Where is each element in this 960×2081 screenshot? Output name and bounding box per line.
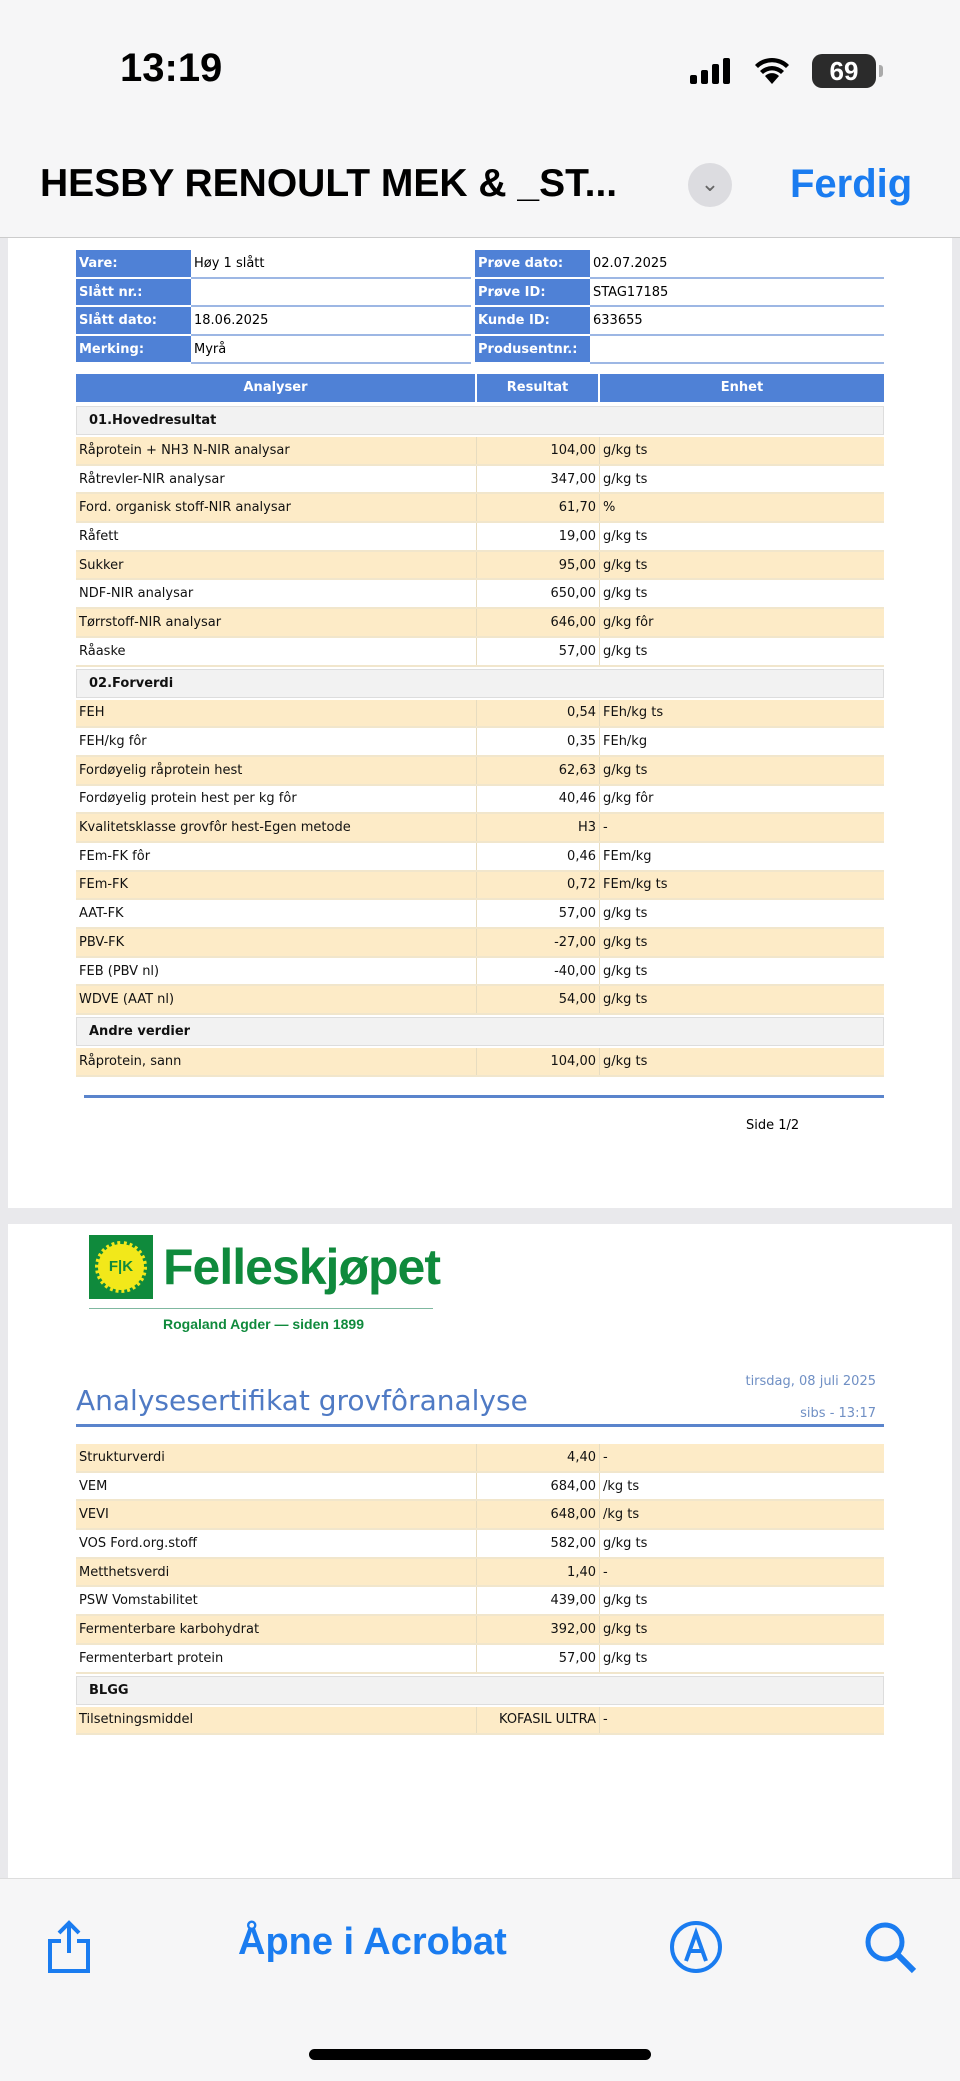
- unit: g/kg ts: [603, 1650, 648, 1666]
- unit: -: [603, 1449, 608, 1465]
- result-value: 646,00: [477, 609, 600, 636]
- unit: g/kg ts: [603, 992, 648, 1008]
- page-number: Side 1/2: [746, 1118, 800, 1133]
- analysis-name: VOS Ford.org.stoff: [76, 1530, 477, 1557]
- unit: g/kg ts: [603, 471, 648, 487]
- result-value: 392,00: [477, 1616, 600, 1643]
- header-resultat: Resultat: [477, 374, 600, 402]
- info-row: [76, 307, 884, 336]
- battery-icon: 69: [812, 54, 876, 88]
- certificate-title: Analysesertifikat grovfôranalyse: [76, 1384, 528, 1417]
- result-value: 0,54: [477, 700, 600, 727]
- analysis-name: VEM: [76, 1473, 477, 1500]
- analysis-name: FEB (PBV nl): [76, 958, 477, 985]
- logo-divider: [89, 1308, 433, 1309]
- table-row: [76, 728, 884, 757]
- table-row: [76, 700, 884, 729]
- info-label: Merking:: [76, 336, 191, 365]
- table-row: [76, 494, 884, 523]
- info-label: Slått dato:: [76, 307, 191, 336]
- result-value: 1,40: [477, 1559, 600, 1586]
- table-row: [76, 958, 884, 987]
- result-value: 57,00: [477, 1645, 600, 1672]
- home-indicator[interactable]: [309, 2049, 651, 2060]
- results-table-continued: [76, 1444, 884, 1735]
- unit: -: [603, 1712, 608, 1728]
- results-table-header: [76, 374, 884, 402]
- result-value: 54,00: [477, 986, 600, 1013]
- clock: 13:19: [120, 46, 223, 90]
- unit: /kg ts: [603, 1507, 640, 1523]
- result-value: -40,00: [477, 958, 600, 985]
- result-value: 650,00: [477, 580, 600, 607]
- table-row: [76, 1444, 884, 1473]
- analysis-name: AAT-FK: [76, 900, 477, 927]
- unit: FEh/kg: [603, 734, 648, 750]
- table-row: [76, 437, 884, 466]
- footer-divider: [84, 1095, 884, 1098]
- unit: %: [603, 500, 616, 516]
- table-row: [76, 786, 884, 815]
- table-row: [76, 1587, 884, 1616]
- info-value: Myrå: [191, 336, 471, 365]
- table-row: [76, 929, 884, 958]
- table-row: [76, 1616, 884, 1645]
- info-value: 18.06.2025: [191, 307, 471, 336]
- analysis-name: Tørrstoff-NIR analysar: [76, 609, 477, 636]
- report-user-time: sibs - 13:17: [800, 1406, 876, 1421]
- unit: g/kg ts: [603, 1535, 648, 1551]
- table-row: [76, 986, 884, 1015]
- table-row: [76, 872, 884, 901]
- analysis-name: FEm-FK fôr: [76, 843, 477, 870]
- results-table: [76, 404, 884, 1077]
- unit: g/kg ts: [603, 586, 648, 602]
- analysis-name: Råtrevler-NIR analysar: [76, 466, 477, 493]
- result-value: 57,00: [477, 900, 600, 927]
- table-row: [76, 814, 884, 843]
- unit: g/kg ts: [603, 1593, 648, 1609]
- analysis-name: Sukker: [76, 552, 477, 579]
- chevron-down-icon[interactable]: ⌄: [688, 163, 732, 207]
- result-value: 62,63: [477, 757, 600, 784]
- unit: FEm/kg: [603, 848, 652, 864]
- info-row: [76, 279, 884, 308]
- section-header: 02.Forverdi: [76, 669, 884, 698]
- info-row: [76, 336, 884, 365]
- unit: g/kg ts: [603, 1621, 648, 1637]
- unit: g/kg fôr: [603, 614, 654, 630]
- unit: /kg ts: [603, 1478, 640, 1494]
- result-value: -27,00: [477, 929, 600, 956]
- unit: g/kg ts: [603, 1053, 648, 1069]
- unit: -: [603, 820, 608, 836]
- analysis-name: Fordøyelig protein hest per kg fôr: [76, 786, 477, 813]
- info-label: Prøve dato:: [475, 250, 590, 279]
- table-row: [76, 1473, 884, 1502]
- analysis-name: Ford. organisk stoff-NIR analysar: [76, 494, 477, 521]
- result-value: 19,00: [477, 523, 600, 550]
- table-row: [76, 466, 884, 495]
- info-label: Prøve ID:: [475, 279, 590, 308]
- result-value: 40,46: [477, 786, 600, 813]
- table-row: [76, 523, 884, 552]
- pdf-page-1: [8, 238, 952, 1208]
- info-value: [590, 336, 884, 365]
- header-enhet: Enhet: [720, 380, 764, 395]
- sample-info-table: [76, 250, 884, 364]
- table-row: [76, 1707, 884, 1736]
- analysis-name: FEH: [76, 700, 477, 727]
- analysis-name: WDVE (AAT nl): [76, 986, 477, 1013]
- analysis-name: Kvalitetsklasse grovfôr hest-Egen metode: [76, 814, 477, 841]
- info-label: Vare:: [76, 250, 191, 279]
- result-value: 104,00: [477, 437, 600, 464]
- open-in-acrobat-button[interactable]: Åpne i Acrobat: [238, 1921, 507, 1963]
- header-analyser: Analyser: [76, 374, 477, 402]
- section-header: 01.Hovedresultat: [76, 406, 884, 435]
- search-icon[interactable]: [862, 1919, 918, 1975]
- table-row: [76, 1501, 884, 1530]
- result-value: 347,00: [477, 466, 600, 493]
- analysis-name: Fermenterbart protein: [76, 1645, 477, 1672]
- result-value: 0,46: [477, 843, 600, 870]
- analysis-name: Råprotein + NH3 N-NIR analysar: [76, 437, 477, 464]
- unit: FEm/kg ts: [603, 877, 668, 893]
- result-value: 4,40: [477, 1444, 600, 1471]
- table-row: [76, 609, 884, 638]
- info-label: Kunde ID:: [475, 307, 590, 336]
- felleskjopet-logo: F|K: [89, 1235, 153, 1299]
- analysis-name: FEm-FK: [76, 872, 477, 899]
- analysis-name: Råfett: [76, 523, 477, 550]
- section-header: Andre verdier: [76, 1017, 884, 1046]
- analysis-name: Råaske: [76, 638, 477, 665]
- table-row: [76, 638, 884, 667]
- table-row: [76, 580, 884, 609]
- analysis-name: Strukturverdi: [76, 1444, 477, 1471]
- analysis-name: FEH/kg fôr: [76, 728, 477, 755]
- unit: g/kg ts: [603, 442, 648, 458]
- analysis-name: PBV-FK: [76, 929, 477, 956]
- unit: g/kg ts: [603, 557, 648, 573]
- nav-bar: [0, 110, 960, 238]
- document-title[interactable]: HESBY RENOULT MEK & _ST...: [40, 162, 618, 205]
- unit: g/kg ts: [603, 528, 648, 544]
- result-value: H3: [477, 814, 600, 841]
- result-value: 439,00: [477, 1587, 600, 1614]
- result-value: 57,00: [477, 638, 600, 665]
- info-value: [191, 279, 471, 308]
- brand-tagline: Rogaland Agder — siden 1899: [163, 1316, 364, 1332]
- result-value: 95,00: [477, 552, 600, 579]
- unit: g/kg ts: [603, 934, 648, 950]
- unit: -: [603, 1564, 608, 1580]
- pdf-page-2: [8, 1224, 952, 1878]
- status-bar: [0, 0, 960, 110]
- markup-icon[interactable]: [668, 1919, 724, 1975]
- table-row: [76, 552, 884, 581]
- unit: g/kg ts: [603, 762, 648, 778]
- section-header: BLGG: [76, 1676, 884, 1705]
- result-value: 0,35: [477, 728, 600, 755]
- table-row: [76, 1530, 884, 1559]
- unit: g/kg fôr: [603, 791, 654, 807]
- info-row: [76, 250, 884, 279]
- result-value: 104,00: [477, 1048, 600, 1075]
- unit: g/kg ts: [603, 643, 648, 659]
- result-value: 684,00: [477, 1473, 600, 1500]
- table-row: [76, 757, 884, 786]
- info-value: 633655: [590, 307, 884, 336]
- table-row: [76, 1645, 884, 1674]
- unit: FEh/kg ts: [603, 705, 664, 721]
- table-row: [76, 1048, 884, 1077]
- info-label: Slått nr.:: [76, 279, 191, 308]
- brand-name: Felleskjøpet: [163, 1239, 440, 1295]
- analysis-name: Råprotein, sann: [76, 1048, 477, 1075]
- info-label: Produsentnr.:: [475, 336, 590, 365]
- info-value: 02.07.2025: [590, 250, 884, 279]
- wifi-icon: [752, 54, 792, 86]
- report-date: tirsdag, 08 juli 2025: [745, 1374, 876, 1389]
- share-icon[interactable]: [44, 1919, 94, 1975]
- bottom-toolbar: [0, 1878, 960, 2081]
- result-value: 648,00: [477, 1501, 600, 1528]
- unit: g/kg ts: [603, 963, 648, 979]
- unit: g/kg ts: [603, 906, 648, 922]
- result-value: KOFASIL ULTRA: [477, 1707, 600, 1734]
- analysis-name: NDF-NIR analysar: [76, 580, 477, 607]
- table-row: [76, 900, 884, 929]
- cellular-signal-icon: [690, 58, 730, 84]
- analysis-name: Fordøyelig råprotein hest: [76, 757, 477, 784]
- analysis-name: VEVI: [76, 1501, 477, 1528]
- analysis-name: Fermenterbare karbohydrat: [76, 1616, 477, 1643]
- result-value: 61,70: [477, 494, 600, 521]
- done-button[interactable]: Ferdig: [790, 162, 913, 206]
- analysis-name: PSW Vomstabilitet: [76, 1587, 477, 1614]
- info-value: Høy 1 slått: [191, 250, 471, 279]
- analysis-name: Tilsetningsmiddel: [76, 1707, 477, 1734]
- result-value: 582,00: [477, 1530, 600, 1557]
- result-value: 0,72: [477, 872, 600, 899]
- title-divider: [76, 1424, 884, 1427]
- info-value: STAG17185: [590, 279, 884, 308]
- table-row: [76, 843, 884, 872]
- table-row: [76, 1559, 884, 1588]
- analysis-name: Metthetsverdi: [76, 1559, 477, 1586]
